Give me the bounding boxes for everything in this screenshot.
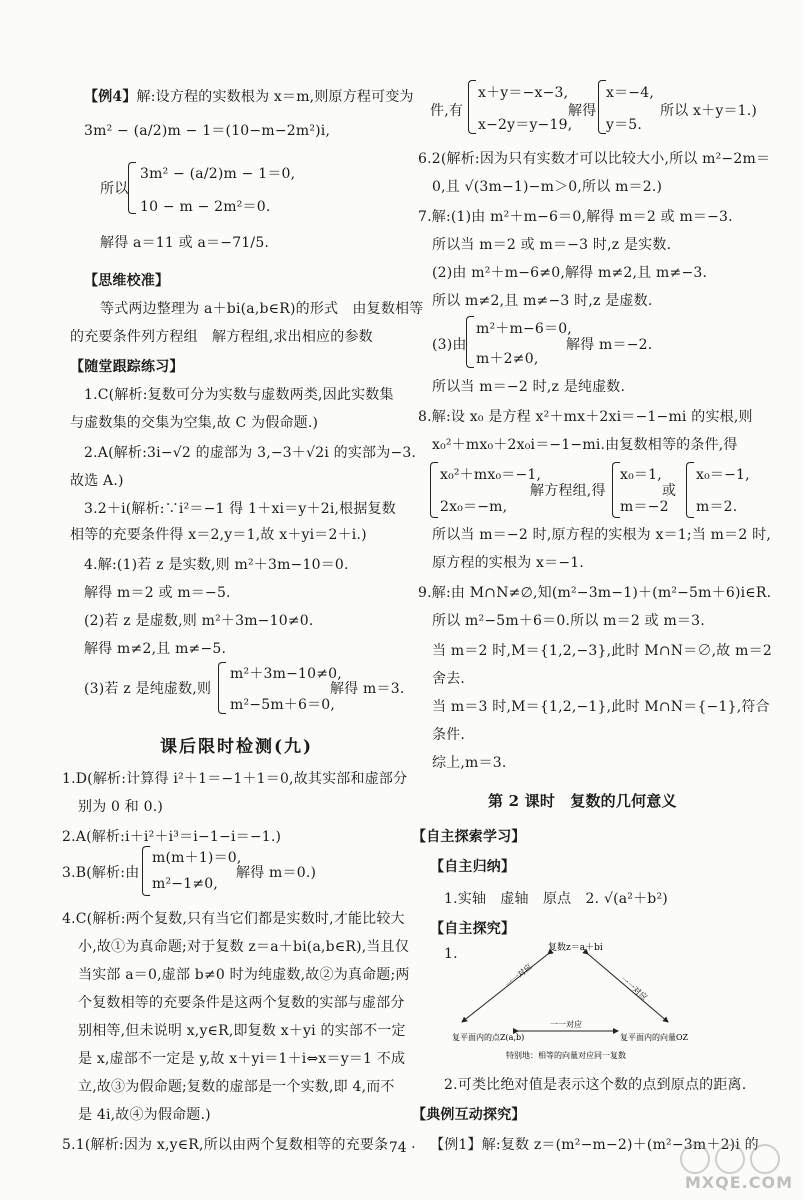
system-eq-1: x＝−4, <box>606 85 654 101</box>
diagram-top-label: 复数z＝a＋bi <box>548 943 603 953</box>
text-line: 所以 x＋y＝1.) <box>660 103 758 119</box>
text-line: 等式两边整理为 a＋bi(a,b∈R)的形式 由复数相等 <box>100 301 424 317</box>
text-line: 9.解:由 M∩N≠∅,知(m²−3m−1)＋(m²−5m＋6)i∈R. <box>418 585 772 601</box>
text-line: (3)若 z 是纯虚数,则 <box>84 681 212 697</box>
text-line: 2.A(解析:3i−√2 的虚部为 3,−3＋√2i 的实部为−3. <box>84 445 417 461</box>
brace <box>612 462 620 518</box>
label-suoyi: 所以 <box>100 181 129 197</box>
text-line: 件,有 <box>430 103 464 119</box>
system-eq-2: x−2y＝y−19, <box>478 117 573 133</box>
text-line: 小,故①为真命题;对于复数 z＝a＋bi(a,b∈R),当且仅 <box>78 939 410 955</box>
diagram-left-node: 复平面内的点Z(a,b) <box>452 1033 525 1042</box>
page-number: · 74 · <box>380 1140 416 1156</box>
text-line: 解得 m＝2 或 m＝−5. <box>84 585 231 601</box>
edge-left <box>462 954 548 1022</box>
system-eq-2: m＝2. <box>696 499 738 515</box>
text-line: 是 4i,故④为假命题.) <box>78 1107 211 1123</box>
diagram-note: 特别地：相等的向量对应同一复数 <box>506 1051 626 1060</box>
text-line: 所以 m≠2,且 m≠−3 时,z 是虚数. <box>432 293 653 309</box>
diagram-right-edge-label: 一一对应 <box>618 974 650 1003</box>
brace <box>466 316 474 368</box>
correspondence-diagram <box>448 936 698 1066</box>
text-line: 的充要条件列方程组 解方程组,求出相应的参数 <box>70 329 373 345</box>
text-line: 7.解:(1)由 m²＋m−6＝0,解得 m＝2 或 m＝−3. <box>418 209 733 225</box>
text-line: 1.D(解析:计算得 i²＋1＝−1＋1＝0,故其实部和虚部分 <box>62 771 408 787</box>
text-line: 舍去. <box>432 671 466 687</box>
text-line: 6.2(解析:因为只有实数才可以比较大小,所以 m²−2m＝ <box>418 151 771 167</box>
system-eq-2: y＝5. <box>606 117 643 133</box>
section-guina: 【自主归纳】 <box>430 859 516 875</box>
text-line: 当实部 a＝0,虚部 b≠0 时为纯虚数,故②为真命题;两 <box>78 967 410 983</box>
section-dianli: 【典例互动探究】 <box>412 1107 526 1123</box>
brace <box>686 462 694 518</box>
section-title: 课后限时检测(九) <box>160 737 314 757</box>
brace <box>128 162 136 214</box>
diagram-left-edge-label: 一一对应 <box>503 962 534 990</box>
diagram-right-node: 复平面内的向量OZ <box>620 1033 689 1042</box>
example-label: 【例4】 <box>84 89 137 105</box>
brace <box>468 80 476 134</box>
text-line: 解得 <box>568 103 597 119</box>
system-eq-1: x₀＝−1, <box>696 467 750 483</box>
solution-line: 解得 a＝11 或 a＝−71/5. <box>100 235 270 251</box>
example-4-line <box>84 86 414 106</box>
text-line: 1. <box>444 946 458 962</box>
system-eq-2: m＝−2 <box>620 499 669 515</box>
text-line: (3)由 <box>432 337 467 353</box>
text-line: 2.A(解析:i＋i²＋i³＝i−1−i＝−1.) <box>62 829 282 845</box>
lesson-title: 第 2 课时 复数的几何意义 <box>488 792 677 810</box>
text-line: 解得 m＝3. <box>330 681 405 697</box>
equation-line: 3m² − (a/2)m − 1＝(10−m−2m²)i, <box>84 123 331 139</box>
text-line: 1.实轴 虚轴 原点 2. √(a²＋b²) <box>444 891 668 907</box>
text-line: 当 m＝2 时,M＝{1,2,−3},此时 M∩N＝∅,故 m＝2 <box>432 643 772 659</box>
section-siwei: 【思维校准】 <box>84 273 170 289</box>
system-eq-2: 2x₀＝−m, <box>440 499 508 515</box>
text-line: 别相等,但未说明 x,y∈R,即复数 x＋yi 的实部不一定 <box>78 1023 406 1039</box>
section-tanjiu: 【自主探究】 <box>430 921 516 937</box>
system-eq-1: m(m＋1)＝0, <box>152 850 242 866</box>
brace <box>598 80 606 134</box>
watermark-text: MXQE.COM <box>684 1173 793 1192</box>
system-eq-1: 3m² − (a/2)m − 1＝0, <box>140 166 296 182</box>
text-line: 8.解:设 x₀ 是方程 x²＋mx＋2xi＝−1−mi 的实根,则 <box>418 409 753 425</box>
text-line: 所以当 m＝−2 时,原方程的实根为 x＝1;当 m＝2 时, <box>432 527 771 543</box>
section-zizhu: 【自主探索学习】 <box>412 829 526 845</box>
text-line: 别为 0 和 0.) <box>78 799 164 815</box>
brace <box>430 462 438 518</box>
text-line: 综上,m＝3. <box>432 755 507 771</box>
text-line: 解得 m＝0.) <box>236 865 317 881</box>
system-eq-1: x₀²＋mx₀＝−1, <box>440 467 542 483</box>
brace <box>218 662 226 714</box>
text-line: x₀²＋mx₀＋2x₀i＝−1−mi.由复数相等的条件,得 <box>432 437 738 453</box>
text-line: 所以当 m＝2 或 m＝−3 时,z 是实数. <box>432 237 672 253</box>
text-line: 条件. <box>432 727 466 743</box>
text-line: (2)由 m²＋m−6≠0,解得 m≠2,且 m≠−3. <box>432 265 708 281</box>
text-line: 相等的充要条件得 x＝2,y＝1,故 x＋yi＝2＋i.) <box>70 527 367 543</box>
system-eq-1: x₀＝1, <box>620 467 662 483</box>
example-text: 解:设方程的实数根为 x＝m,则原方程可变为 <box>136 89 414 105</box>
text-line: 所以当 m＝−2 时,z 是纯虚数. <box>432 379 626 395</box>
text-line: 3.2＋i(解析:∵i²＝−1 得 1＋xi＝y＋2i,根据复数 <box>84 501 396 517</box>
system-eq-2: m²−5m＋6＝0, <box>230 697 336 713</box>
text-line: 或 <box>662 483 677 499</box>
text-line: 1.C(解析:复数可分为实数与虚数两类,因此实数集 <box>84 387 394 403</box>
text-line: 4.解:(1)若 z 是实数,则 m²＋3m−10＝0. <box>84 557 349 573</box>
text-line: 【例1】解:复数 z＝(m²−m−2)＋(m²−3m＋2)i 的 <box>430 1137 759 1153</box>
text-line: 3.B(解析:由 <box>62 865 140 881</box>
text-line: 解方程组,得 <box>530 483 606 499</box>
text-line: 是 x,虚部不一定是 y,故 x＋yi＝1＋i⇔x＝y＝1 不成 <box>78 1051 406 1067</box>
text-line: 5.1(解析:因为 x,y∈R,所以由两个复数相等的充要条 <box>62 1137 389 1153</box>
text-line: 2.可类比绝对值是表示这个数的点到原点的距离. <box>444 1077 747 1093</box>
text-line: 解得 m≠2,且 m≠−5. <box>84 641 227 657</box>
text-line: 故选 A.) <box>70 473 124 489</box>
text-line: 所以 m²−5m＋6＝0.所以 m＝2 或 m＝3. <box>432 613 705 629</box>
system-eq-1: m²＋3m−10≠0, <box>230 666 342 682</box>
text-line: 当 m＝3 时,M＝{1,2,−1},此时 M∩N＝{−1},符合 <box>432 699 770 715</box>
system-eq-1: x＋y＝−x−3, <box>478 85 569 101</box>
system-eq-1: m²＋m−6＝0, <box>476 321 572 337</box>
text-line: (2)若 z 是虚数,则 m²＋3m−10≠0. <box>84 613 314 629</box>
diagram-bottom-edge-label: 一一对应 <box>550 1020 582 1029</box>
system-eq-2: m²−1≠0, <box>152 876 219 892</box>
system-eq-2: m＋2≠0, <box>476 351 539 367</box>
text-line: 解得 m＝−2. <box>566 337 653 353</box>
text-line: 4.C(解析:两个复数,只有当它们都是实数时,才能比较大 <box>62 911 405 927</box>
text-line: 原方程的实根为 x＝−1. <box>432 555 585 571</box>
system-eq-2: 10 − m − 2m²＝0. <box>140 199 271 215</box>
text-line: 与虚数集的交集为空集,故 C 为假命题.) <box>70 415 319 431</box>
text-line: 0,且 √(3m−1)−m＞0,所以 m＝2.) <box>432 179 663 195</box>
brace <box>142 846 150 896</box>
section-suitang: 【随堂跟踪练习】 <box>70 359 184 375</box>
text-line: 立,故③为假命题;复数的虚部是一个实数,即 4,而不 <box>78 1079 395 1095</box>
text-line: 个复数相等的充要条件是这两个复数的实部与虚部分 <box>78 995 405 1011</box>
watermark-logo <box>665 1139 795 1194</box>
